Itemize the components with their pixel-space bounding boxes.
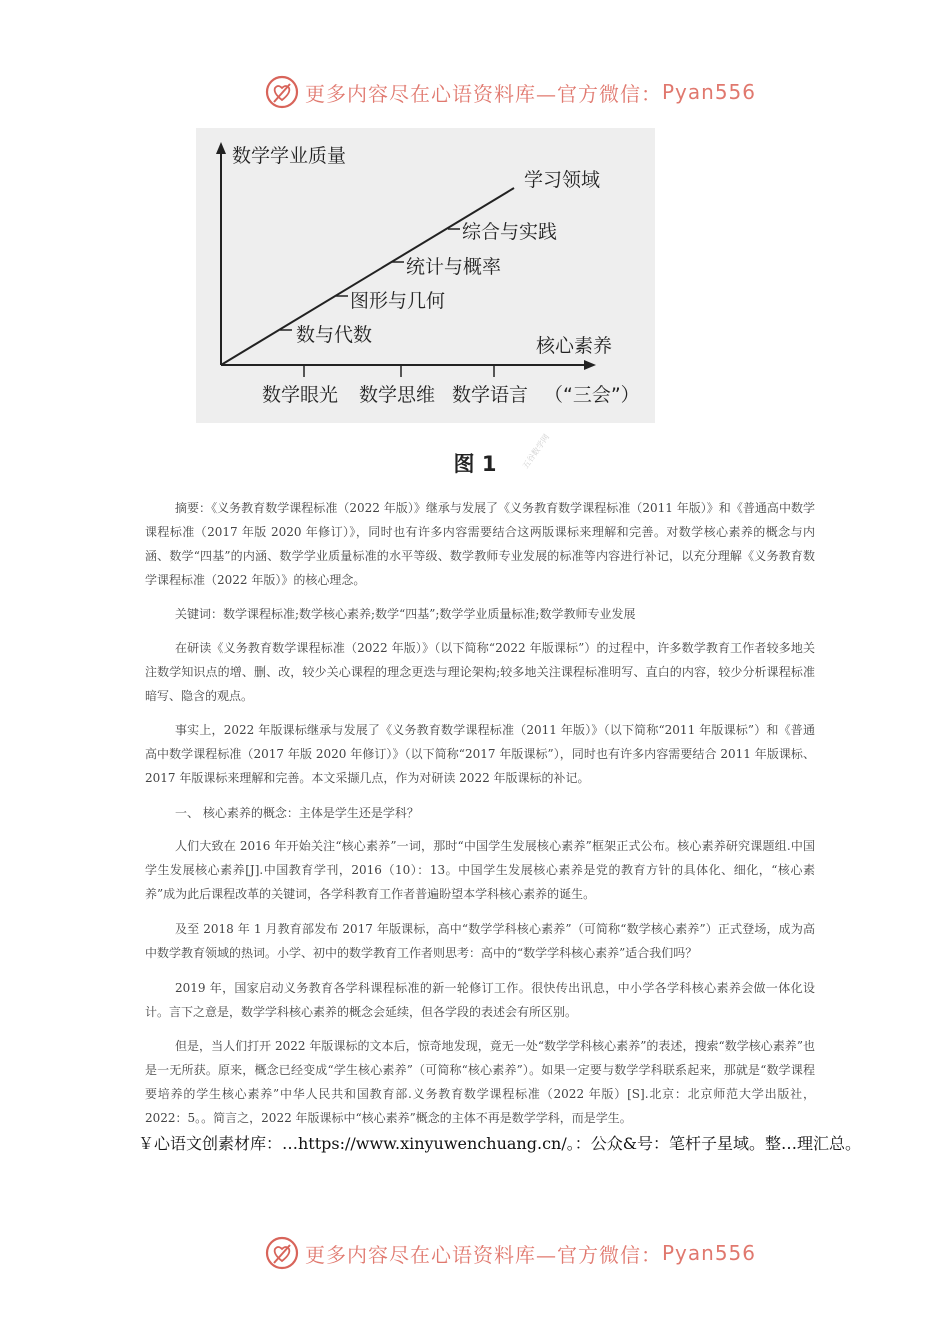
competency-label-language: 数学语言: [452, 384, 529, 406]
domain-title: 学习领域: [524, 169, 601, 191]
y-axis-label: 数学学业质量: [232, 145, 347, 167]
bottom-banner: [265, 1235, 765, 1271]
x-axis-arrow-icon: [584, 360, 596, 370]
domain-label-practice: 综合与实践: [462, 221, 558, 243]
figure-diagram: [196, 128, 655, 423]
keywords-paragraph: 关键词：数学课程标准;数学核心素养;数学“四基”;数学学业质量标准;数学教师专业发展: [175, 607, 636, 621]
competency-label-thinking: 数学思维: [359, 384, 436, 406]
domain-label-geometry: 图形与几何: [350, 290, 446, 312]
banner-wechat-id: Pyan556: [662, 80, 757, 104]
domain-label-number-algebra: 数与代数: [296, 324, 373, 346]
body-paragraph-2: 事实上，2022 年版课标继承与发展了《义务教育数学课程标准（2011 年版）》（以下简称“2011 年版课标”）和《普通高中数学课程标准（2017 年版 2020 年修订）》（以下简称“2017 年版课标”），同时也有许多内容需要结合 2011 年版课标、2017 年版课标来理解和完善。本文采撷几点，作为对研读 2022 年版课标的补记。: [145, 723, 815, 785]
x-axis-label: 核心素养: [536, 335, 613, 357]
body-paragraph-3: 人们大致在 2016 年开始关注“核心素养”一词，那时“中国学生发展核心素养”框架正式公布。核心素养研究课题组.中国学生发展核心素养[J].中国教育学刊，2016（10）：13。中国学生发展核心素养是党的教育方针的具体化、细化，“核心素养”成为此后课程改革的关键词，各学科教育工作者普遍盼望本学科核心素养的诞生。: [145, 839, 815, 901]
body-paragraph-6: 但是，当人们打开 2022 年版课标的文本后，惊奇地发现，竟无一处“数学学科核心素养”的表述，搜索“数学核心素养”也是一无所获。原来，概念已经变成“学生核心素养”（可简称“核心素养”）。如果一定要与数学学科联系起来，那就是“数学课程要培养的学生核心素养”中华人民共和国教育部.义务教育数学课程标准（2022 年版）[S].北京：北京师范大学出版社，2022：5。。简言之，2022 年版课标中“核心素养”概念的主体不再是数学学科，而是学生。: [145, 1039, 815, 1125]
body-paragraph-4: 及至 2018 年 1 月教育部发布 2017 年版课标，高中“数学学科核心素养”（可简称“数学核心素养”）正式登场，成为高中数学教育领域的热词。小学、初中的数学教育工作者则思考：高中的“数学学科核心素养”适合我们吗？: [145, 922, 815, 960]
heart-pen-logo-icon: [265, 1236, 299, 1270]
heart-pen-logo-icon: [265, 75, 299, 109]
abstract-paragraph: 摘要：《义务教育数学课程标准（2022 年版）》继承与发展了《义务教育数学课程标准（2011 年版）》和《普通高中数学课程标准（2017 年版 2020 年修订）》，同时也有许多内容需要结合这两版课标来理解和完善。对数学核心素养的概念与内涵、数学“四基”的内涵、数学学业质量标准的水平等级、数学教师专业发展的标准等内容进行补记，以充分理解《义务教育数学课程标准（2022 年版）》的核心理念。: [145, 501, 815, 587]
banner-wechat-id: Pyan556: [662, 1241, 757, 1265]
competency-label-eye: 数学眼光: [262, 384, 339, 406]
footer-source-line: ￥心语文创素材库：…https://www.xinyuwenchuang.cn/。：公众&号：笔杆子星域。整…理汇总。: [138, 1134, 861, 1153]
banner-text: 更多内容尽在心语资料库—官方微信：: [305, 1242, 662, 1267]
body-paragraph-5: 2019 年，国家启动义务教育各学科课程标准的新一轮修订工作。很快传出讯息，中小学各学科核心素养会做一体化设计。言下之意是，数学学科核心素养的概念会延续，但各学段的表述会有所区别。: [145, 981, 815, 1019]
faint-watermark: 五谷数学网: [520, 432, 552, 471]
diagram-svg: [196, 128, 655, 423]
y-axis-arrow-icon: [216, 142, 226, 154]
figure-caption: 图 1: [453, 452, 497, 476]
three-note: （“三会”）: [544, 384, 640, 406]
body-paragraph-1: 在研读《义务教育数学课程标准（2022 年版）》（以下简称“2022 年版课标”）的过程中，许多数学教育工作者较多地关注数学知识点的增、删、改，较少关心课程的理念更迭与理论架构;较多地关注课程标准明写、直白的内容，较少分析课程标准暗写、隐含的观点。: [145, 641, 815, 703]
banner-text: 更多内容尽在心语资料库—官方微信：: [305, 81, 662, 106]
domain-label-statistics: 统计与概率: [406, 256, 502, 278]
top-banner: [265, 74, 765, 110]
section-heading-1: 一、 核心素养的概念：主体是学生还是学科？: [175, 806, 419, 820]
